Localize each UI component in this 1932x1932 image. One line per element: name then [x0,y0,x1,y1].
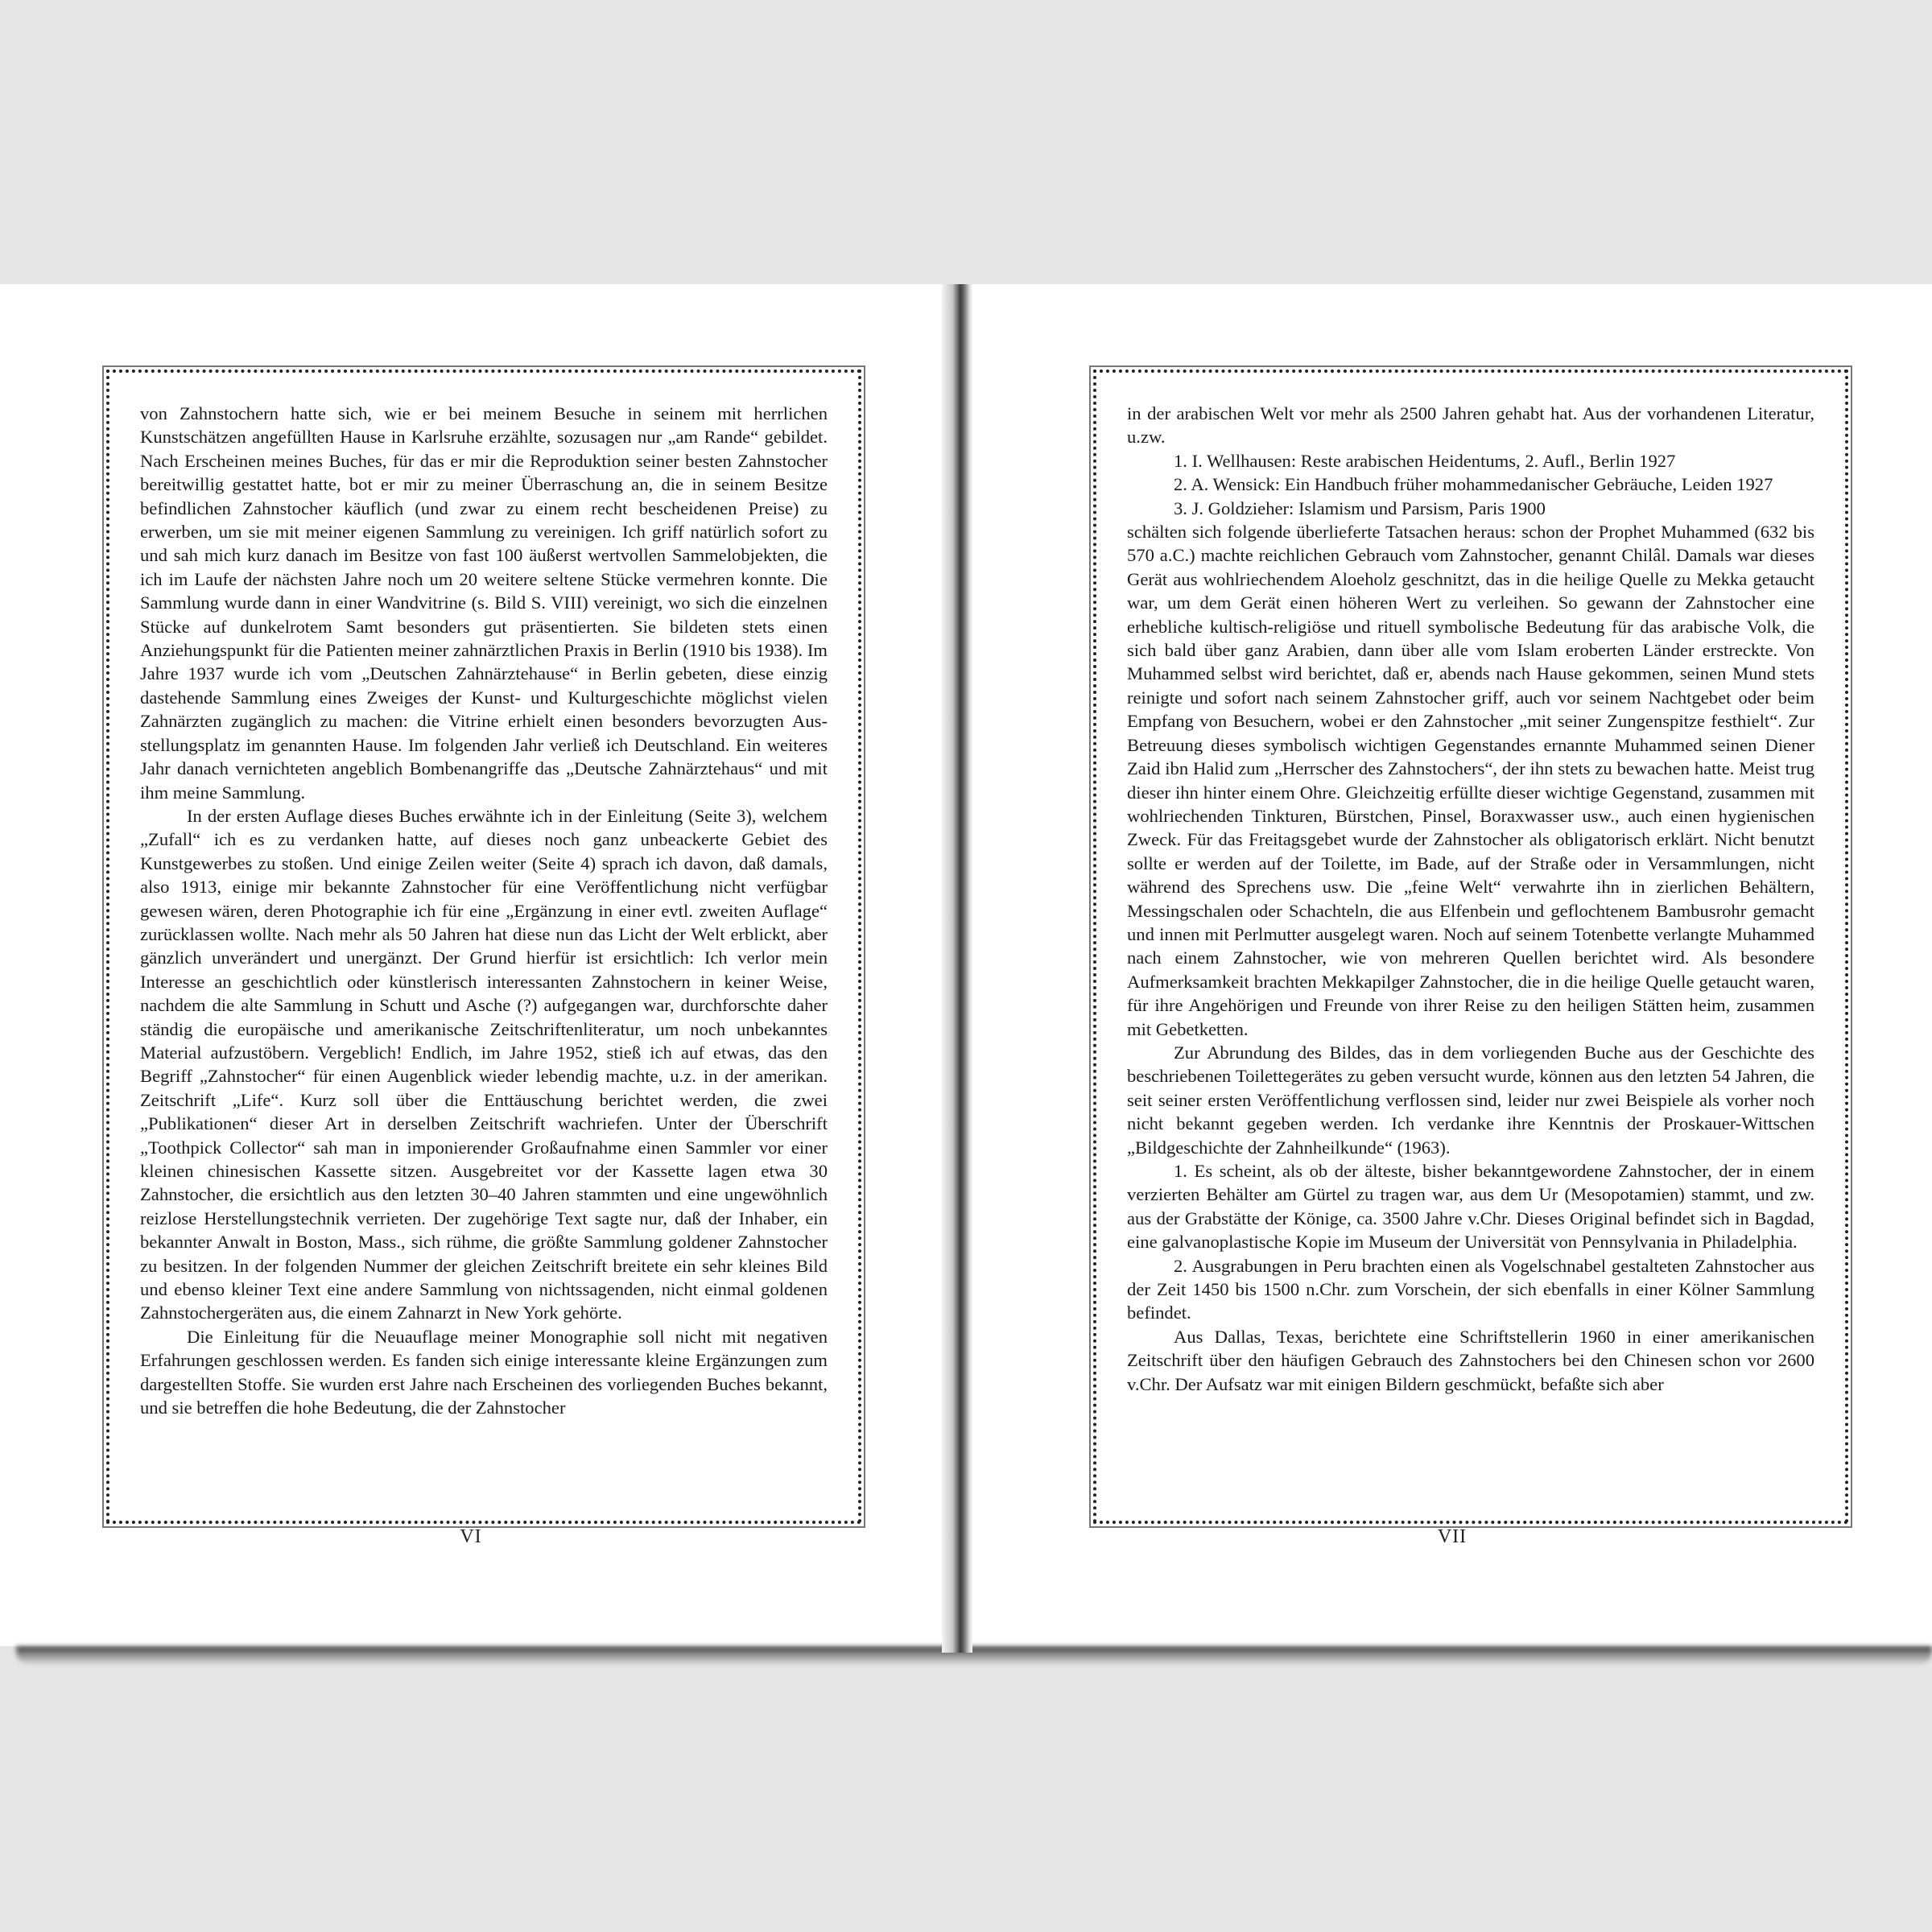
paragraph: Die Einleitung für die Neuauflage meiner Monographie soll nicht mit negativen Erfahrungen geschlossen werden. Es fanden sich einige interessante kleine Ergänzungen zum dargestellten Stoffe. Sie wurden erst Jahre nach Erscheinen des vorliegenden Buches bekannt, und sie betreffen die hohe Bedeutung, die der Zahnstocher [140,1326,828,1418]
reference-list [1127,449,1814,520]
paragraph: 1. Es scheint, als ob der älteste, bisher bekanntgewordene Zahnstocher, der in einem verzierten Behälter am Gürtel zu tragen war, aus dem Ur (Mesopotamien) stammt, und zw. aus der Grabstätte der Könige, ca. 3500 Jahre v.Chr. Dieses Original befindet sich in Bagdad, eine galvanoplastische Kopie im Museum der Universität von Pennsylvania in Philadelphia. [1127,1161,1814,1253]
paragraph: schälten sich folgende überlieferte Tatsachen heraus: schon der Prophet Muhammed (632 bis 570 a.C.) machte reichlichen Gebrauch vom Zahnstocher, genannt Chilâl. Damals war dieses Gerät aus wohlriechendem Aloeholz geschnitzt, das in die heilige Quelle zu Mekka getaucht war, um dem Gerät einen höheren Wert zu verleihen. So gewann der Zahnstocher eine erhebliche kultisch-religiöse und rituell symbolische Bedeutung für das arabische Volk, die sich bald über ganz Arabien, dann über alle vom Islam eroberten Länder erstreckte. Von Muhammed selbst wird berichtet, daß er, abends nach Hause gekommen, seinen Mund stets reinigte und sofort nach seinem Zahnstocher griff, auch vor seinem Nachtgebet oder beim Empfang von Besuchern, wobei er den Zahnstocher „mit seiner Zungenspitze festhielt“. Zur Betreuung dieses symbolisch wichtigen Gegenstandes ernannte Muhammed seinen Diener Zaid ibn Halid zum „Herrscher des Zahnstochers“, der ihn stets zu bewachen hatte. Meist trug dieser ihn hinter einem Ohre. Gleichzeitig erfüllte dieser wichtige Gegenstand, zusammen mit wohlriechenden Tinkturen, Bürstchen, Pinsel, Boraxwasser usw., auch einen hygienischen Zweck. Für das Freitagsgebet wurde der Zahnstocher als obligatorisch erklärt. Nicht benutzt sollte er werden auf der Toilette, im Bade, auf der Straße oder in Versammlungen, nicht während des Sprechens usw. Die „feine Welt“ verwahrte ihn in zierlichen Behältern, Messingschalen oder Schachteln, die aus Elfenbein und geflochtenem Bambusrohr gemacht und innen mit Perlmutter ausgelegt waren. Noch auf seinem Totenbette verlangte Muhammed nach einem Zahnstocher, wie von mehreren Quellen berichtet wird. Als besondere Aufmerksamkeit brachten Mekkapilger Zahnstocher, die in die heilige Quelle getaucht waren, für ihre Angehörigen und Freunde von ihrer Reise zu den heiligen Stätten heim, zusammen mit Gebetketten. [1127,522,1814,1039]
left-page-text [140,402,828,1419]
book-gutter [942,284,972,1653]
paragraph: 2. Ausgrabungen in Peru brachten einen als Vogelschnabel gestalteten Zahnstocher aus der Zeit 1450 bis 1500 n.Chr. zum Vorschein, der sich ebenfalls in einer Kölner Sammlung befindet. [1127,1255,1814,1323]
book-shadow [16,1646,1932,1666]
reference-item: 2. A. Wensick: Ein Handbuch früher mohammedanischer Gebräuche, Leiden 1927 [1174,474,1773,495]
paragraph: in der arabischen Welt vor mehr als 2500 Jahren gehabt hat. Aus der vorhandenen Literatur, u.zw. [1127,403,1814,448]
paragraph: In der ersten Auflage dieses Buches erwähnte ich in der Einleitung (Seite 3), welchem „Zufall“ ich es zu verdanken hatte, auf dieses noch ganz unbeackerte Gebiet des Kunstgewerbes zu stoßen. Und einige Zeilen weiter (Seite 4) sprach ich davon, daß damals, also 1913, einige mir bekannte Zahnstocher für eine Veröffentlichung nicht verfügbar gewesen wären, deren Photographie ich für eine „Ergänzung in einer evtl. zweiten Auflage“ zurücklassen wollte. Nach mehr als 50 Jahren hat diese nun das Licht der Welt erblickt, aber gänzlich unverändert und unergänzt. Der Grund hierfür ist ersichtlich: Ich verlor mein Interesse an geschichtlich oder künstlerisch interessanten Zahnstochern in keiner Weise, nachdem die alte Sammlung in Schutt und Asche (?) aufgegangen war, durchforschte daher ständig die europäische und amerikanische Zeitschriftenliteratur, um noch unbekanntes Material aufzustöbern. Vergeblich! Endlich, im Jahre 1952, stieß ich auf etwas, das den Begriff „Zahnstocher“ für einen Augenblick wieder lebendig machte, u.z. in der amerikan. Zeitschrift „Life“. Kurz soll über die Enttäuschung berichtet werden, die zwei „Publikationen“ dieser Art in derselben Zeitschrift wachriefen. Unter der Überschrift „Toothpick Collector“ sah man in imponierender Großaufnahme einen Sammler vor einer kleinen chinesischen Kassette sitzen. Ausgebreitet vor der Kassette lagen etwa 30 Zahnstocher, die ersichtlich aus den letzten 30–40 Jahren stammten und eine ungewöhnlich reizlose Herstellungstechnik verrieten. Der zugehörige Text sagte nur, daß der Inhaber, ein bekannter Anwalt in Boston, Mass., sich rühme, die größte Sammlung goldener Zahnstocher zu besitzen. In der folgenden Nummer der gleichen Zeitschrift breitete ein sehr kleines Bild und ebenso kleiner Text eine andere Sammlung von nichtssagenden, nicht einmal goldenen Zahnstochergeräten aus, die einem Zahnarzt in New York gehörte. [140,805,828,1323]
paragraph: Aus Dallas, Texas, berichtete eine Schriftstellerin 1960 in einer amerikanischen Zeitschrift über den häufigen Gebrauch des Zahnstochers bei den Chinesen schon vor 2600 v.Chr. Der Aufsatz war mit einigen Bildern geschmückt, befaßte sich aber [1127,1326,1814,1394]
right-page [972,284,1932,1646]
page-number: VI [460,1526,482,1547]
right-page-border [1093,369,1848,1524]
paragraph: von Zahnstochern hatte sich, wie er bei meinem Besuche in seinem mit herrlichen Kunstschätzen angefüllten Hause in Karlsruhe erzählte, sozusagen nur „am Rande“ gebildet. Nach Erscheinen meines Buches, für das er mir die Reproduktion seiner besten Zahnstocher bereitwillig gestattet hatte, bot er mir zu meiner Überraschung an, die in seinem Besitze befindlichen Zahnstocher käuflich (und zwar zu einem recht bescheidenen Preise) zu erwerben, um sie mit meiner eigenen Sammlung zu vereinigen. Ich griff natürlich sofort zu und sah mich kurz danach im Besitze von fast 100 äußerst wertvollen Sammelobjekten, die ich im Laufe der nächsten Jahre noch um 20 weitere seltene Stücke vermehren konnte. Die Sammlung wurde dann in einer Wandvitrine (s. Bild S. VIII) vereinigt, wo sich die einzelnen Stücke auf dunkelrotem Samt besonders gut präsentierten. Sie bildeten stets einen Anziehungspunkt für die Patienten meiner zahnärztlichen Praxis in Berlin (1910 bis 1938). Im Jahre 1937 wurde ich vom „Deutschen Zahnärztehause“ in Berlin gebeten, diese einzig dastehende Sammlung eines Zweiges der Kunst- und Kulturgeschichte möglichst vielen Zahnärzten zugänglich zu machen: die Vitrine erhielt einen besonders bevorzugten Ausstellungsplatz im genannten Hause. Im folgenden Jahr verließ ich Deutschland. Ein weiteres Jahr danach vernichteten angeblich Bombenangriffe das „Deutsche Zahnärztehaus“ und mit ihm meine Sammlung. [140,403,828,803]
right-page-text [1127,402,1814,1396]
left-page [0,284,942,1646]
left-page-border [106,369,861,1524]
reference-item: 3. J. Goldzieher: Islamism und Parsism, Paris 1900 [1174,497,1546,518]
reference-item: 1. I. Wellhausen: Reste arabischen Heidentums, 2. Aufl., Berlin 1927 [1174,450,1676,471]
page-number: VII [1437,1526,1468,1547]
paragraph: Zur Abrundung des Bildes, das in dem vorliegenden Buche aus der Geschichte des beschriebenen Toilettegerätes zu geben versucht wurde, können aus den letzten 54 Jahren, die seit seiner ersten Veröffentlichung verflossen sind, leider nur zwei Beispiele als vorher noch nicht bekannt gegeben werden. Ich verdanke ihre Kenntnis der Proskauer-Wittschen „Bildgeschichte der Zahnheilkunde“ (1963). [1127,1042,1814,1158]
